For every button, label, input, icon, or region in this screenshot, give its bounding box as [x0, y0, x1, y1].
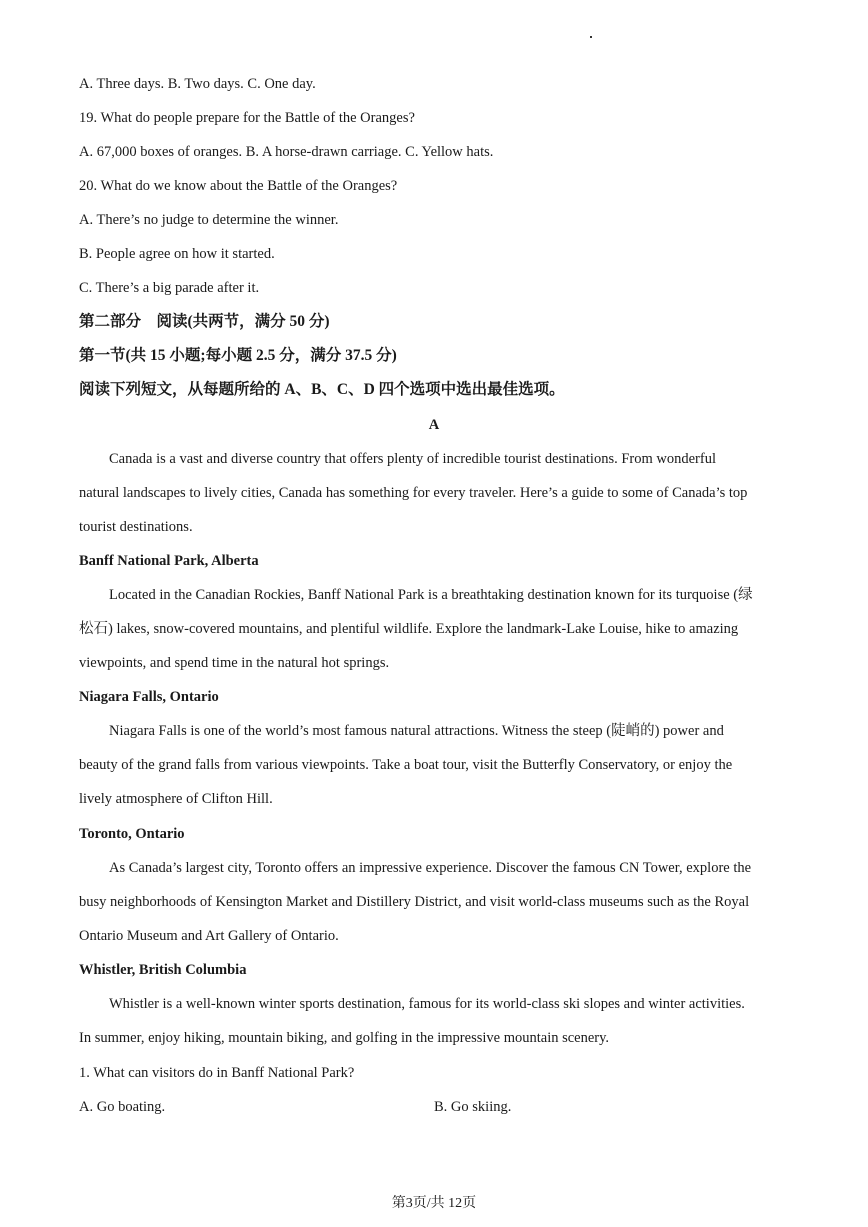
banff-heading: Banff National Park, Alberta [79, 553, 259, 569]
banff-line-2: 松石) lakes, snow-covered mountains, and plentiful wildlife. Explore the landmark-Lake Louise, hike to amazing [79, 621, 739, 637]
toronto-heading: Toronto, Ontario [79, 826, 185, 842]
whistler-line-2: In summer, enjoy hiking, mountain biking, and golfing in the impressive mountain scenery. [79, 1030, 610, 1046]
niagara-line-3: lively atmosphere of Clifton Hill. [79, 791, 273, 807]
banff-line-3: viewpoints, and spend time in the natural hot springs. [79, 655, 390, 671]
q20-option-b: B. People agree on how it started. [79, 246, 275, 262]
q20-option-c: C. There’s a big parade after it. [79, 280, 260, 296]
q19-options: A. 67,000 boxes of oranges. B. A horse-drawn carriage. C. Yellow hats. [79, 144, 494, 160]
section-sub1-heading: 第一节(共 15 小题;每小题 2.5 分，满分 37.5 分) [79, 347, 397, 364]
whistler-heading: Whistler, British Columbia [79, 962, 247, 978]
toronto-line-3: Ontario Museum and Art Gallery of Ontario. [79, 928, 339, 944]
q20-option-a: A. There’s no judge to determine the winner. [79, 212, 339, 228]
passage-letter: A [428, 417, 440, 433]
intro-line-3: tourist destinations. [79, 519, 193, 535]
niagara-line-1: Niagara Falls is one of the world’s most famous natural attractions. Witness the steep (陡峭的) power and [109, 723, 724, 739]
whistler-line-1: Whistler is a well-known winter sports destination, famous for its world-class ski slopes and winter activities. [109, 996, 745, 1012]
page-footer: 第3页/共 12页 [391, 1196, 477, 1211]
niagara-line-2: beauty of the grand falls from various viewpoints. Take a boat tour, visit the Butterfly Conservatory, or enjoy the [79, 757, 733, 773]
q1-option-a: A. Go boating. [79, 1099, 166, 1115]
section-part2-heading: 第二部分 阅读(共两节，满分 50 分) [79, 313, 330, 330]
scan-dot [590, 36, 592, 38]
q1-option-b: B. Go skiing. [434, 1099, 512, 1115]
q20-question: 20. What do we know about the Battle of the Oranges? [79, 178, 398, 194]
q18-options: A. Three days. B. Two days. C. One day. [79, 76, 316, 92]
intro-line-2: natural landscapes to lively cities, Canada has something for every traveler. Here’s a guide to some of Canada’s top [79, 485, 748, 501]
q1-question: 1. What can visitors do in Banff National Park? [79, 1065, 355, 1081]
banff-line-1: Located in the Canadian Rockies, Banff National Park is a breathtaking destination known for its turquoise (绿 [109, 587, 753, 603]
intro-line-1: Canada is a vast and diverse country that offers plenty of incredible tourist destinations. From wonderful [109, 451, 716, 467]
q19-question: 19. What do people prepare for the Battle of the Oranges? [79, 110, 415, 126]
toronto-line-1: As Canada’s largest city, Toronto offers an impressive experience. Discover the famous CN Tower, explore the [109, 860, 752, 876]
niagara-heading: Niagara Falls, Ontario [79, 689, 219, 705]
toronto-line-2: busy neighborhoods of Kensington Market and Distillery District, and visit world-class museums such as the Royal [79, 894, 750, 910]
section-instruction: 阅读下列短文，从每题所给的 A、B、C、D 四个选项中选出最佳选项。 [79, 381, 565, 398]
